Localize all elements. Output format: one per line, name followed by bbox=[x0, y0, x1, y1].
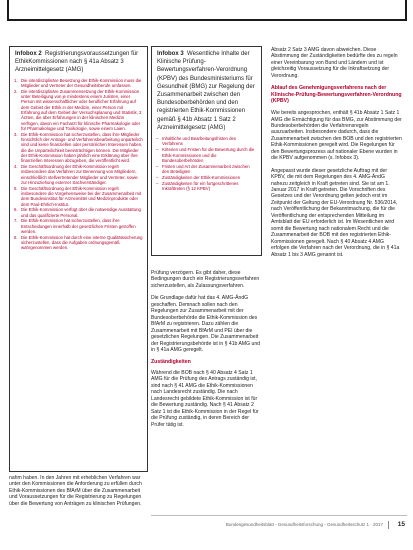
list-item bbox=[14, 132, 143, 164]
paragraph: Wie bereits angesprochen, enthält § 41b Absatz 1 Satz 1 AMG die Ermächtigung für das BMG, zur Abstimmung der Bundesoberbehörden die Verfahrensregeln auszuarbeiten. Insbesondere dadurch, dass die Zusammenarbeit zwischen den BOB und den registrierten Ethik-Kommissionen geregelt wird. Die Regelungen für den Bewertungsprozess auf nationaler Ebene wurden in die KPBV aufgenommen (s. Infobox 3). bbox=[271, 110, 402, 162]
list-item-number: 8. bbox=[14, 234, 18, 240]
list-item-text: Zuständigkeiten der Ethik-Kommissionen bbox=[162, 174, 241, 180]
footer-divider bbox=[151, 515, 407, 516]
list-item-number: 5. bbox=[14, 185, 18, 191]
dash-bullet-icon: – bbox=[156, 147, 159, 153]
paragraph: Prüfung verzögern. Es gibt daher, diese Bedingungen durch ein Registrierungsverfahren sicherzustellen, als Zulassungsverfahren. bbox=[151, 270, 260, 289]
list-item-text: Fristen und Art der Zusammenarbeit zwischen den Beteiligten bbox=[162, 163, 250, 175]
list-item bbox=[156, 164, 257, 175]
list-item bbox=[14, 235, 143, 251]
dash-bullet-icon: – bbox=[156, 163, 159, 169]
paragraph: Absatz 2 Satz 3 AMG davon abweichen. Diese Abstimmung der Zuständigkeiten bedürfte des zu regeln einer Vereinbarung von Bund und Ländern und ist gleichzeitig Voraussetzung für die Inkraftsetzung der Verordnung. bbox=[271, 47, 398, 79]
list-item-text: Die interdisziplinäre Zusammensetzung der Ethik-Kommission unter Beteiligung von je mindestens einem Juristen, einer Person mit wissenschaftlicher oder beruflicher Erfahrung auf dem Gebiet der Ethik in der Medizin, einer Person mit Erfahrung auf dem Gebiet der Versuchsplanung und Statistik, 3 Ärzten, die über Erfahrungen in der klinischen Medizin verfügen, davon ein Facharzt für klinische Pharmakologie oder für Pharmakologie und Toxikologie, sowie einem Laien. bbox=[21, 88, 142, 131]
infobox-2-list bbox=[10, 75, 147, 251]
dash-bullet-icon: – bbox=[156, 174, 159, 180]
infobox-2-heading: Registrierungsvoraussetzungen für EthikKommissionen nach § 41a Absatz 3 Arzneimittelgesetz (AMG) bbox=[15, 51, 139, 74]
list-item-text: Inhaltliche und Bearbeitungsfristen des Verfahrens bbox=[162, 136, 237, 147]
list-item-number: 7. bbox=[14, 218, 18, 224]
list-item bbox=[156, 181, 257, 192]
list-item-text: Kriterien und Fristen für die Bewertung durch die Ethik-Kommissionen und die Bundesoberbehörden bbox=[162, 147, 255, 163]
middle-column-text bbox=[151, 270, 262, 428]
dash-bullet-icon: – bbox=[156, 136, 159, 142]
list-item bbox=[156, 136, 257, 147]
list-item bbox=[14, 186, 143, 207]
paragraph: Angepasst wurde dieser gesetzliche Auftrag mit der KPBV, die mit dem Regelungen des 4. AMG-ÄndG nahezu zeitgleich in Kraft getreten sind. Sie ist am 1. Januar 2017 in Kraft getreten. Die Vorschriften des Gesetzes und der Verordnung gelten jedoch erst im Zeitpunkt der Geltung der EU-Verordnung Nr. 536/2014, nach Veröffentlichung der Bekanntmachung, die für die Veröffentlichung der entsprechenden Mitteilung im Amtsblatt der EU erforderlich ist. Im Wesentlichen wird somit die Bewertung nach nationalem Recht und die Zusammenarbeit der BOB mit den registrierten Ethik-Kommissionen geregelt. Nach § 40 Absatz 4 AMG erfolgen die Verfahren nach der Verordnung, die in § 41a Absatz 1 bis 3 AMG genannt ist. bbox=[271, 167, 400, 258]
list-item-text: Die Ethik-Kommission hat sicherzustellen, dass ihre Mitglieder hinsichtlich der Antrags- und Verfahrensbearbeitung unparteilich sind und keine finanziellen oder persönlichen Interessen haben, die die Unparteilichkeit beeinträchtigen können. Die Mitglieder der Ethik-Kommission haben jährlich eine Erklärung über ihre finanziellen Interessen abzugeben, die veröffentlicht wird. bbox=[21, 131, 143, 164]
infobox-2-title bbox=[10, 47, 147, 75]
top-banner-bar bbox=[7, 0, 407, 21]
footer-separator bbox=[388, 521, 389, 529]
list-item-text: Die Ethik-Kommission verfügt über die notwendige Ausstattung und das qualifizierte Personal. bbox=[21, 207, 141, 218]
infobox-3-list bbox=[152, 132, 261, 191]
journal-citation: Bundesgesundheitsblatt - Gesundheitsforschung - Gesundheitsschutz 1 · 2017 bbox=[225, 522, 383, 527]
list-item-text: Die Geschäftsordnung der Ethik-Kommission regelt insbesondere die Vorgehensweise bei der Zusammenarbeit mit dem Bundesinstitut für Arzneimittel und Medizinprodukte oder dem Paul-Ehrlich-Institut. bbox=[21, 185, 142, 207]
list-item-number: 6. bbox=[14, 207, 18, 213]
list-item bbox=[14, 207, 143, 218]
infobox-3-heading: Wesentliche Inhalte der Klinische Prüfung-Bewertungsverfahren-Verordnung (KPBV) des Bundesministeriums für Gesundheit (BMG) zur Regelung der Zusammenarbeit zwischen den Bundesoberbehörden und den registrierten Ethik-Kommissionen gemäß § 41b Absatz 1 Satz 2 Arzneimittelgesetz (AMG) bbox=[157, 51, 255, 131]
list-item bbox=[14, 78, 143, 89]
page-number: 15 bbox=[397, 521, 405, 528]
list-item bbox=[14, 218, 143, 234]
list-item-text: Die Geschäftsordnung der Ethik-Kommission regelt insbesondere das Verfahren zur Benennung von Mitgliedern, einschließlich stellvertretender Mitglieder und Vertreter, sowie zur Hinzuziehung externer Sachverständiger. bbox=[21, 164, 138, 186]
infobox-2-label: Infobox 2 bbox=[15, 51, 42, 57]
infobox-3 bbox=[151, 46, 262, 256]
list-item-number: 2. bbox=[14, 88, 18, 94]
section-heading: Zuständigkeiten bbox=[151, 359, 191, 366]
list-item-text: Zuständigkeiten für ein fortgeschrittenes Inkrafttreten (§ 12 KPBV) bbox=[162, 180, 239, 192]
list-item bbox=[156, 175, 257, 180]
paragraph: nahm haben. In den Jahren mit erheblichen Verfahren war unter den Kommissionen die Anforderung zu erfüllen durch Ethik-Kommissionen des BfArM über die Zusammenarbeit und Voraussetzungen für die Registrierung zu Regelungen über die Bewertung von Anträgen zu klinischen Prüfungen. bbox=[9, 475, 142, 507]
list-item-number: 1. bbox=[14, 77, 18, 83]
dash-bullet-icon: – bbox=[156, 180, 159, 186]
left-column-text bbox=[9, 475, 148, 507]
list-item bbox=[156, 147, 257, 163]
list-item bbox=[14, 164, 143, 185]
list-item-number: 4. bbox=[14, 164, 18, 169]
paragraph: Während die BOB nach § 40 Absatz 4 Satz 1 AMG für die Prüfung des Antrags zuständig ist, sind nach § 41 AMG die Ethik-Kommissionen nach Landesrecht zuständig. Die nach Landesrecht gebildete Ethik-Kommission ist für die Bewertung zuständig. Nach § 41 Absatz 2 Satz 1 ist die Ethik-Kommission in der Regel für die Prüfung zuständig, in deren Bereich der Prüfer tätig ist. bbox=[151, 370, 259, 428]
list-item-text: Die interdisziplinäre Besetzung der Ethik-Kommission muss die Mitglieder und Vertreter der Gesundheitsberufe umfassen. bbox=[21, 77, 142, 88]
list-item-text: Die Ethik-Kommission hat sicherzustellen, dass ihre Entscheidungen innerhalb der gesetzlichen Fristen getroffen werden. bbox=[21, 218, 136, 235]
infobox-3-label: Infobox 3 bbox=[157, 51, 184, 57]
right-column-text bbox=[271, 47, 403, 258]
list-item bbox=[14, 89, 143, 132]
infobox-3-title bbox=[152, 47, 261, 132]
paragraph: Die Grundlage dafür hat das 4. AMG-ÄndG geschaffen. Demnach sollen nach den Regelungen zur Zusammenarbeit mit der Bundesoberbehörde die Ethik-Kommission des BfArM zu registrieren. Dazu zählen die Zusammenarbeit mit BfArM und PEI über die gesetzlichen Regelungen. Die Zusammenarbeit der Registrierungsbehörde ist in § 41b AMG und in § 41a AMG geregelt. bbox=[151, 295, 261, 353]
list-item-number: 3. bbox=[14, 131, 18, 137]
section-heading: Ablauf des Genehmigungsverfahrens nach der Klinische-Prüfung-Bewertungsverfahren-Verordnung (KPBV) bbox=[271, 85, 402, 105]
list-item-text: Die Ethik-Kommission hat durch eine interne Qualitätssicherung sicherzustellen, dass die Aufgaben ordnungsgemäß wahrgenommen werden. bbox=[21, 234, 143, 251]
infobox-2 bbox=[9, 46, 148, 472]
page-footer bbox=[170, 518, 407, 532]
